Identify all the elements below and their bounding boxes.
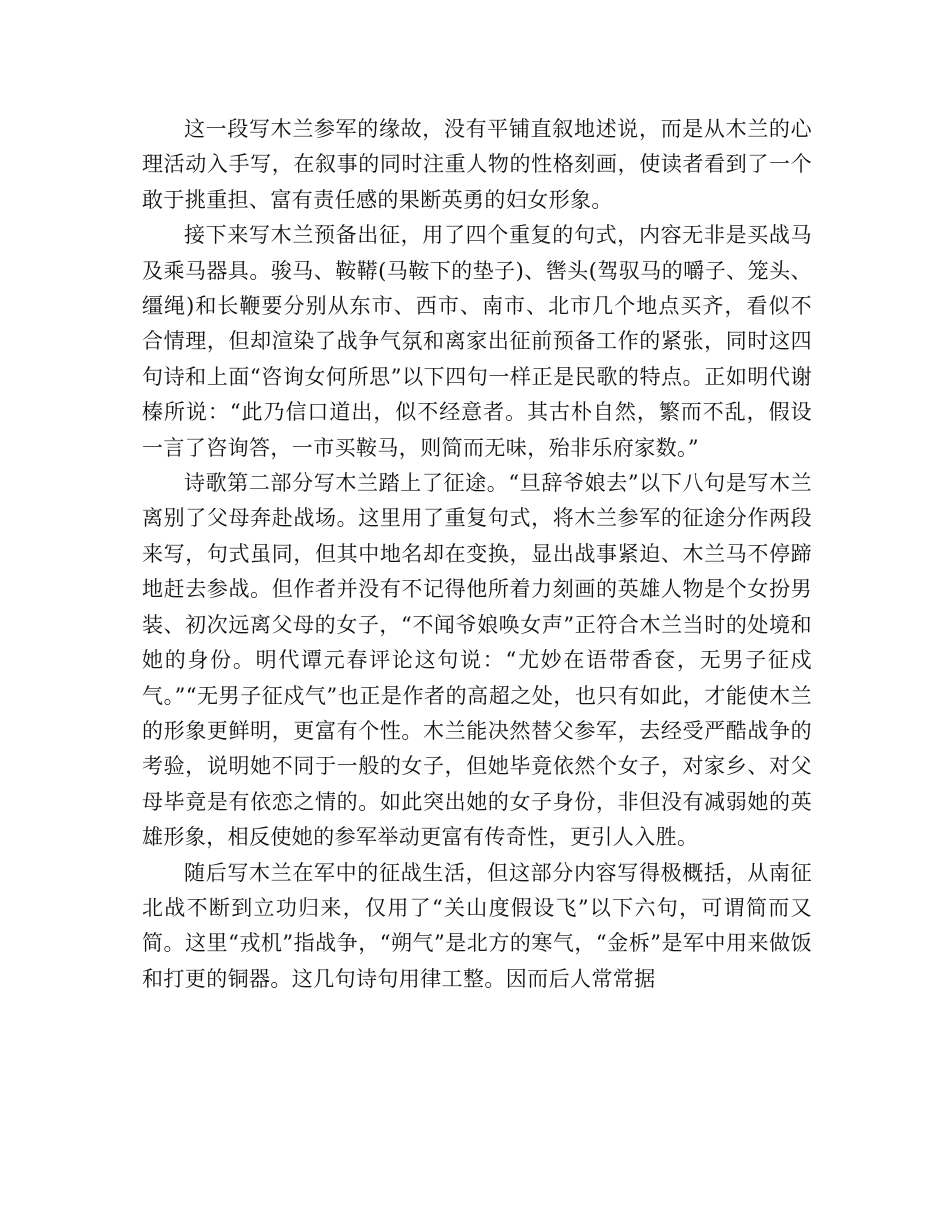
document-body (142, 112, 812, 997)
paragraph-2: 接下来写木兰预备出征，用了四个重复的句式，内容无非是买战马及乘马器具。骏马、鞍鞯(马鞍下的垫子)、辔头(驾驭马的嚼子、笼头、缰绳)和长鞭要分别从东市、西市、南市、北市几个地点买齐，看似不合情理，但却渲染了战争气氛和离家出征前预备工作的紧张，同时这四句诗和上面“咨询女何所思”以下四句一样正是民歌的特点。正如明代谢榛所说：“此乃信口道出，似不经意者。其古朴自然，繁而不乱，假设一言了咨询答，一市买鞍马，则简而无味，殆非乐府家数。” (142, 223, 812, 460)
paragraph-4: 随后写木兰在军中的征战生活，但这部分内容写得极概括，从南征北战不断到立功归来，仅用了“关山度假设飞”以下六句，可谓简而又简。这里“戎机”指战争，“朔气”是北方的寒气，“金柝”是军中用来做饭和打更的铜器。这几句诗句用律工整。因而后人常常据 (142, 860, 812, 991)
paragraph-1: 这一段写木兰参军的缘故，没有平铺直叙地述说，而是从木兰的心理活动入手写，在叙事的同时注重人物的性格刻画，使读者看到了一个敢于挑重担、富有责任感的果断英勇的妇女形象。 (142, 117, 812, 212)
paragraph-3: 诗歌第二部分写木兰踏上了征途。“旦辞爷娘去”以下八句是写木兰离别了父母奔赴战场。这里用了重复句式，将木兰参军的征途分作两段来写，句式虽同，但其中地名却在变换，显出战事紧迫、木兰马不停蹄地赶去参战。但作者并没有不记得他所着力刻画的英雄人物是个女扮男装、初次远离父母的女子，“不闻爷娘唤女声”正符合木兰当时的处境和她的身份。明代谭元春评论这句说：“尤妙在语带香奁，无男子征戍气。”“无男子征戍气”也正是作者的高超之处，也只有如此，才能使木兰的形象更鲜明，更富有个性。木兰能决然替父参军，去经受严酷战争的考验，说明她不同于一般的女子，但她毕竟依然个女子，对家乡、对父母毕竟是有依恋之情的。如此突出她的女子身份，非但没有减弱她的英雄形象，相反使她的参军举动更富有传奇性，更引人入胜。 (142, 471, 812, 850)
